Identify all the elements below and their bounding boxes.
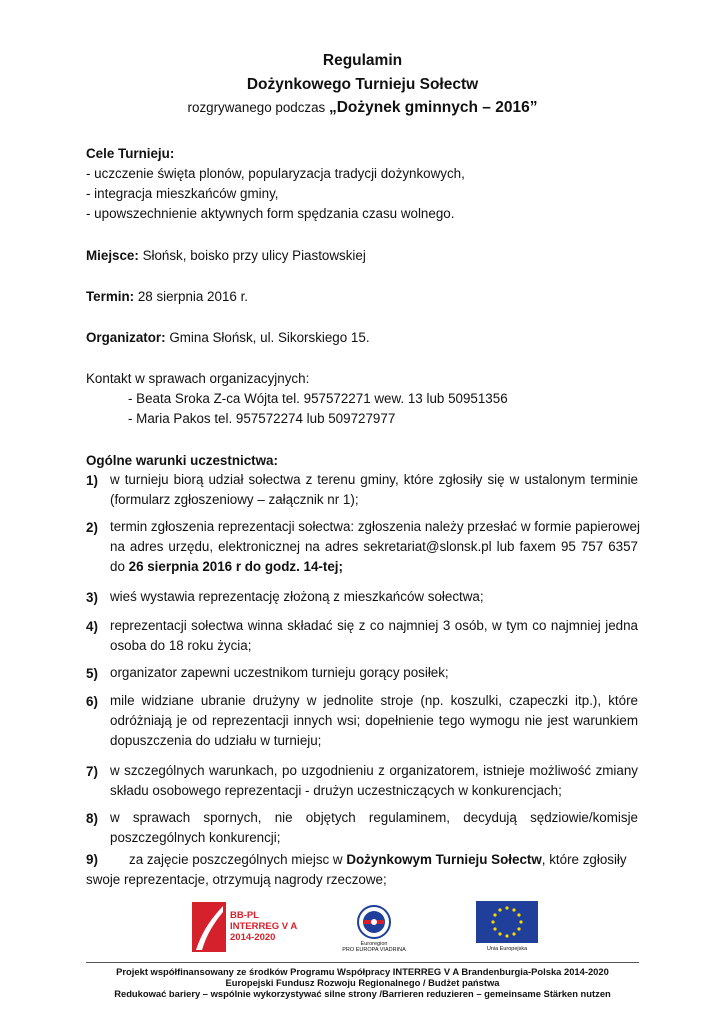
goals-heading: Cele Turnieju: <box>86 146 175 161</box>
subtitle <box>0 99 725 116</box>
condition-line: składu osobowego reprezentacji - drużyn uczestniczących w konkurencjach; <box>110 783 562 798</box>
condition-item <box>110 808 638 848</box>
condition-line: osoba do 18 roku życia; <box>110 638 252 653</box>
eu-logo <box>474 901 540 955</box>
euroregion-caption: Euroregion <box>360 941 388 947</box>
condition-line <box>110 557 638 577</box>
item9-prefix: za zajęcie poszczególnych miejsc w <box>129 852 347 867</box>
organizer-line <box>86 329 370 346</box>
condition-line: odróżniają je od reprezentacji innych wsi; dopełnienie tego wymogu nie jest warunkiem <box>110 713 638 728</box>
interreg-line: BB-PL <box>230 910 260 921</box>
condition-item <box>110 517 638 577</box>
condition-number: 5) <box>86 666 98 681</box>
date-line <box>86 288 248 305</box>
condition-line: w szczególnych warunkach, po uzgodnieniu z organizatorem, istnieje możliwość zmiany <box>110 763 638 778</box>
tournament-title: Dożynkowego Turnieju Sołectw <box>246 76 479 93</box>
subtitle-event: „Dożynek gminnych – 2016” <box>328 99 538 116</box>
date-value: 28 sierpnia 2016 r. <box>134 289 249 304</box>
deadline-prefix: do <box>110 559 129 574</box>
contact-person: - Maria Pakos tel. 957572274 lub 509727977 <box>128 411 396 426</box>
interreg-logo <box>192 902 310 954</box>
condition-number: 9) <box>86 852 98 867</box>
condition-item <box>110 616 638 656</box>
condition-item <box>110 470 638 510</box>
conditions-heading: Ogólne warunki uczestnictwa: <box>86 453 278 468</box>
place-line <box>86 247 366 264</box>
condition-line: na adres urzędu, elektronicznej na adres sekretariat@slonsk.pl lub faxem 95 757 6357 <box>110 539 638 554</box>
condition-line: (formularz zgłoszeniowy – załącznik nr 1); <box>110 492 359 507</box>
item9-suffix: , które zgłosiły <box>541 852 627 867</box>
condition-item <box>110 587 638 607</box>
condition-number: 6) <box>86 694 98 709</box>
condition-line: reprezentacji sołectwa winna składać się z co najmniej 3 osób, w tym co najmniej jedna <box>110 618 638 633</box>
eu-caption: Unia Europejska <box>486 946 528 952</box>
euroregion-logo <box>342 902 406 954</box>
place-value: Słońsk, boisko przy ulicy Piastowskiej <box>138 248 366 263</box>
item9-bold: Dożynkowym Turnieju Sołectw <box>346 852 542 867</box>
condition-line: termin zgłoszenia reprezentacji sołectwa: zgłoszenia należy przesłać w formie papierowej <box>110 519 640 534</box>
condition-number: 1) <box>86 473 98 488</box>
condition-item <box>110 761 638 801</box>
condition-number: 7) <box>86 764 98 779</box>
footer-line: Projekt współfinansowany ze środków Programu Współpracy INTERREG V A Brandenburgia-Polska 2014-2020 <box>116 966 609 977</box>
contact-person: - Beata Sroka Z-ca Wójta tel. 957572271 wew. 13 lub 50951356 <box>128 391 508 406</box>
condition-number: 8) <box>86 811 98 826</box>
document-title: Regulamin <box>322 52 403 69</box>
condition-item <box>110 691 638 751</box>
place-label: Miejsce: <box>86 248 139 263</box>
condition-line: w turnieju biorą udział sołectwa z terenu gminy, które zgłosiły się w ustalonym terminie <box>110 472 638 487</box>
interreg-line: INTERREG V A <box>230 921 298 932</box>
organizer-value: Gmina Słońsk, ul. Sikorskiego 15. <box>165 330 370 345</box>
goal-item: - upowszechnienie aktywnych form spędzania czasu wolnego. <box>86 206 455 221</box>
eu-flag-icon <box>476 901 538 943</box>
interreg-line: 2014-2020 <box>230 932 276 943</box>
footer-divider <box>86 962 639 963</box>
condition-number: 2) <box>86 520 98 535</box>
footer-line: Redukować bariery – wspólnie wykorzystywać silne strony /Barrieren reduzieren – gemeinsame Stärken nutzen <box>114 988 611 999</box>
condition-line: wieś wystawia reprezentację złożoną z mieszkańców sołectwa; <box>110 589 484 604</box>
deadline-date: 26 sierpnia 2016 r do godz. 14-tej; <box>128 559 343 574</box>
condition-item-9-line2: swoje reprezentacje, otrzymują nagrody rzeczowe; <box>86 872 387 887</box>
euroregion-emblem-icon <box>357 905 391 939</box>
goal-item: - integracja mieszkańców gminy, <box>86 186 279 201</box>
condition-number: 4) <box>86 619 98 634</box>
euroregion-caption: PRO EUROPA VIADRINA <box>342 947 406 953</box>
condition-line: dopuszczenia do udziału w turnieju; <box>110 733 322 748</box>
date-label: Termin: <box>86 289 135 304</box>
footer-line: Europejski Fundusz Rozwoju Regionalnego / Budżet państwa <box>225 977 500 988</box>
organizer-label: Organizator: <box>86 330 166 345</box>
condition-line: w sprawach spornych, nie objętych regulaminem, decydują sędziowie/komisje <box>110 810 638 825</box>
condition-number: 3) <box>86 590 98 605</box>
condition-line: poszczególnych konkurencji; <box>110 830 281 845</box>
condition-line: organizator zapewni uczestnikom turnieju gorący posiłek; <box>110 665 449 680</box>
condition-item <box>110 663 638 683</box>
contact-heading: Kontakt w sprawach organizacyjnych: <box>86 371 310 386</box>
goal-item: - uczczenie święta plonów, popularyzacja tradycji dożynkowych, <box>86 166 465 181</box>
subtitle-prefix: rozgrywanego podczas <box>187 100 329 115</box>
interreg-mark-icon <box>192 902 226 952</box>
condition-item-9-line1 <box>129 851 627 868</box>
condition-line: mile widziane ubranie drużyny w jednolite stroje (np. koszulki, czapeczki itp.), które <box>110 693 638 708</box>
